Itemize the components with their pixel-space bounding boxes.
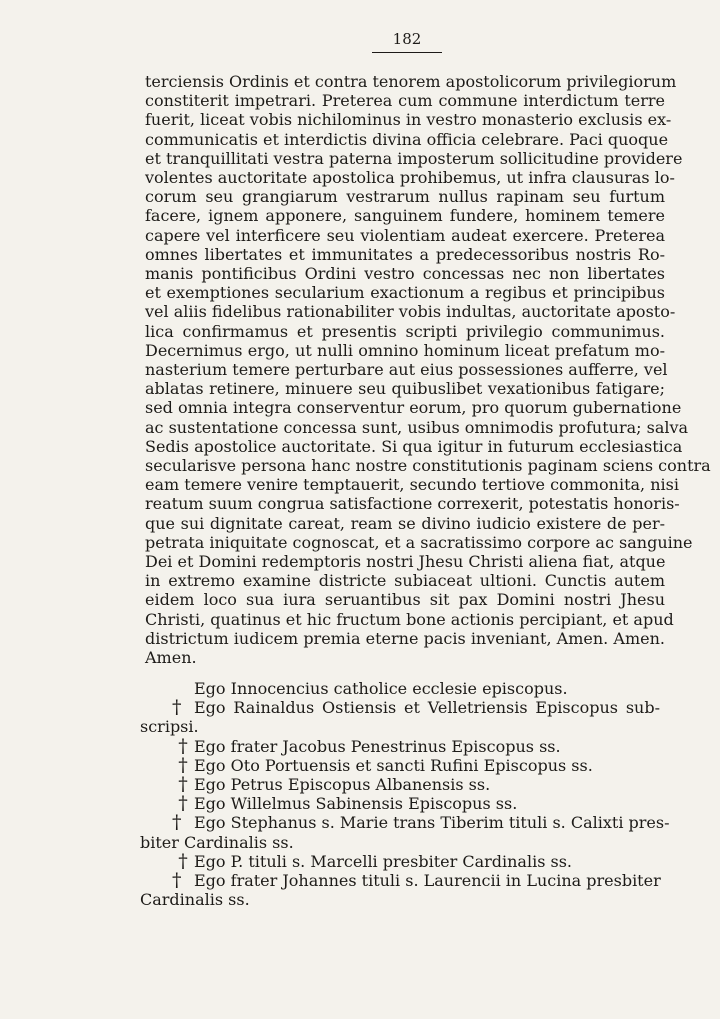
- subscription-list: [140, 679, 670, 910]
- subscription-line: [140, 794, 660, 813]
- subscription-text: Ego Stephanus s. Marie trans Tiberim tituli s. Calixti pres-: [194, 813, 670, 833]
- subscription-item: [140, 811, 670, 852]
- subscription-text: Ego frater Johannes tituli s. Laurencii in Lucina presbiter: [194, 871, 661, 891]
- subscription-line: [140, 775, 660, 794]
- cross-icon: †: [178, 792, 188, 815]
- subscription-text: Ego Oto Portuensis et sancti Rufini Episcopus ss.: [194, 755, 593, 775]
- body-line: eam temere venire temptauerit, secundo tertiove commonita, nisi: [145, 475, 679, 495]
- cross-icon: †: [172, 869, 182, 892]
- subscription-continuation: scripsi.: [140, 717, 199, 737]
- body-line: manis pontificibus Ordini vestro concessas nec non libertates: [145, 264, 665, 284]
- body-line: Amen.: [145, 648, 197, 668]
- cross-icon: †: [172, 811, 182, 834]
- body-line: constiterit impetrari. Preterea cum commune interdictum terre: [145, 91, 665, 111]
- body-line: reatum suum congrua satisfactione correxerit, potestatis honoris-: [145, 494, 680, 514]
- subscription-text: Ego Rainaldus Ostiensis et Velletriensis Episcopus sub-: [194, 698, 660, 718]
- body-line: volentes auctoritate apostolica prohibemus, ut infra clausuras lo-: [145, 168, 675, 188]
- body-text: [145, 72, 711, 668]
- body-line: lica confirmamus et presentis scripti privilegio communimus.: [145, 321, 665, 341]
- subscription-line: [140, 849, 660, 872]
- body-line: petrata iniquitate cognoscat, et a sacratissimo corpore ac sanguine: [145, 532, 693, 552]
- body-line: Sedis apostolice auctoritate. Si qua igitur in futurum ecclesiastica: [145, 436, 683, 456]
- body-line: Dei et Domini redemptoris nostri Jhesu Christi aliena fiat, atque: [145, 552, 666, 572]
- subscription-line: [140, 811, 670, 834]
- subscription-text: Ego Petrus Episcopus Albanensis ss.: [194, 775, 491, 795]
- body-line: ac sustentatione concessa sunt, usibus omnimodis profutura; salva: [145, 417, 689, 437]
- subscription-line: [140, 698, 660, 717]
- cross-icon: †: [178, 773, 188, 796]
- body-line: terciensis Ordinis et contra tenorem apostolicorum privilegiorum: [145, 72, 677, 91]
- subscription-line: [140, 753, 660, 776]
- cross-icon: †: [178, 753, 188, 776]
- body-line: eidem loco sua iura seruantibus sit pax Domini nostri Jhesu: [145, 590, 665, 610]
- body-line: ablatas retinere, minuere seu quibuslibet vexationibus fatigare;: [145, 379, 665, 399]
- cross-icon: †: [178, 849, 188, 872]
- body-line: et exemptiones secularium exactionum a regibus et principibus: [145, 283, 665, 303]
- subscription-line: [140, 679, 660, 698]
- body-line: omnes libertates et immunitates a predecessoribus nostris Ro-: [145, 244, 665, 264]
- page-number: 182: [392, 30, 422, 48]
- subscription-text: Ego frater Jacobus Penestrinus Episcopus ss.: [194, 736, 561, 756]
- body-line: Christi, quatinus et hic fructum bone actionis percipiant, et apud: [145, 609, 674, 629]
- subscription-continuation: biter Cardinalis ss.: [140, 832, 294, 852]
- subscription-item: [140, 753, 660, 776]
- subscription-continuation: Cardinalis ss.: [140, 890, 250, 910]
- subscription-item: [140, 734, 660, 757]
- page-number-rule: [372, 52, 442, 53]
- body-line: communicatis et interdictis divina officia celebrare. Paci quoque: [145, 129, 669, 149]
- body-line: facere, ignem apponere, sanguinem fundere, hominem temere: [145, 206, 665, 226]
- subscription-text: Ego Willelmus Sabinensis Episcopus ss.: [194, 794, 518, 814]
- body-line: capere vel interficere seu violentiam audeat exercere. Preterea: [145, 225, 665, 245]
- subscription-text: Ego P. tituli s. Marcelli presbiter Cardinalis ss.: [194, 851, 572, 871]
- body-line: in extremo examine districte subiaceat ultioni. Cunctis autem: [145, 571, 665, 591]
- subscription-item: [140, 679, 660, 698]
- body-line: secularisve persona hanc nostre constitutionis paginam sciens contra: [145, 456, 711, 476]
- body-line: vel aliis fidelibus rationabiliter vobis indultas, auctoritate aposto-: [145, 302, 676, 322]
- body-line: sed omnia integra conserventur eorum, pro quorum gubernatione: [145, 398, 682, 418]
- body-line: Decernimus ergo, ut nulli omnino hominum liceat prefatum mo-: [145, 340, 665, 360]
- body-line: que sui dignitate careat, ream se divino iudicio existere de per-: [145, 513, 665, 533]
- cross-icon: †: [172, 696, 182, 719]
- subscription-item: [140, 698, 660, 736]
- cross-icon: †: [178, 734, 188, 757]
- subscription-item: [140, 849, 660, 872]
- subscription-text: Ego Innocencius catholice ecclesie episcopus.: [194, 679, 568, 698]
- subscription-item: [140, 775, 660, 794]
- subscription-line: [140, 734, 660, 757]
- subscription-item: [140, 871, 660, 909]
- body-line: corum seu grangiarum vestrarum nullus rapinam seu furtum: [145, 187, 665, 207]
- body-line: nasterium temere perturbare aut eius possessiones aufferre, vel: [145, 360, 668, 380]
- body-line: fuerit, liceat vobis nichilominus in vestro monasterio exclusis ex-: [145, 110, 672, 130]
- body-line: et tranquillitati vestra paterna imposterum sollicitudine providere: [145, 148, 683, 168]
- subscription-line: [140, 871, 660, 890]
- subscription-item: [140, 794, 660, 813]
- body-line: districtum iudicem premia eterne pacis inveniant, Amen. Amen.: [145, 628, 665, 648]
